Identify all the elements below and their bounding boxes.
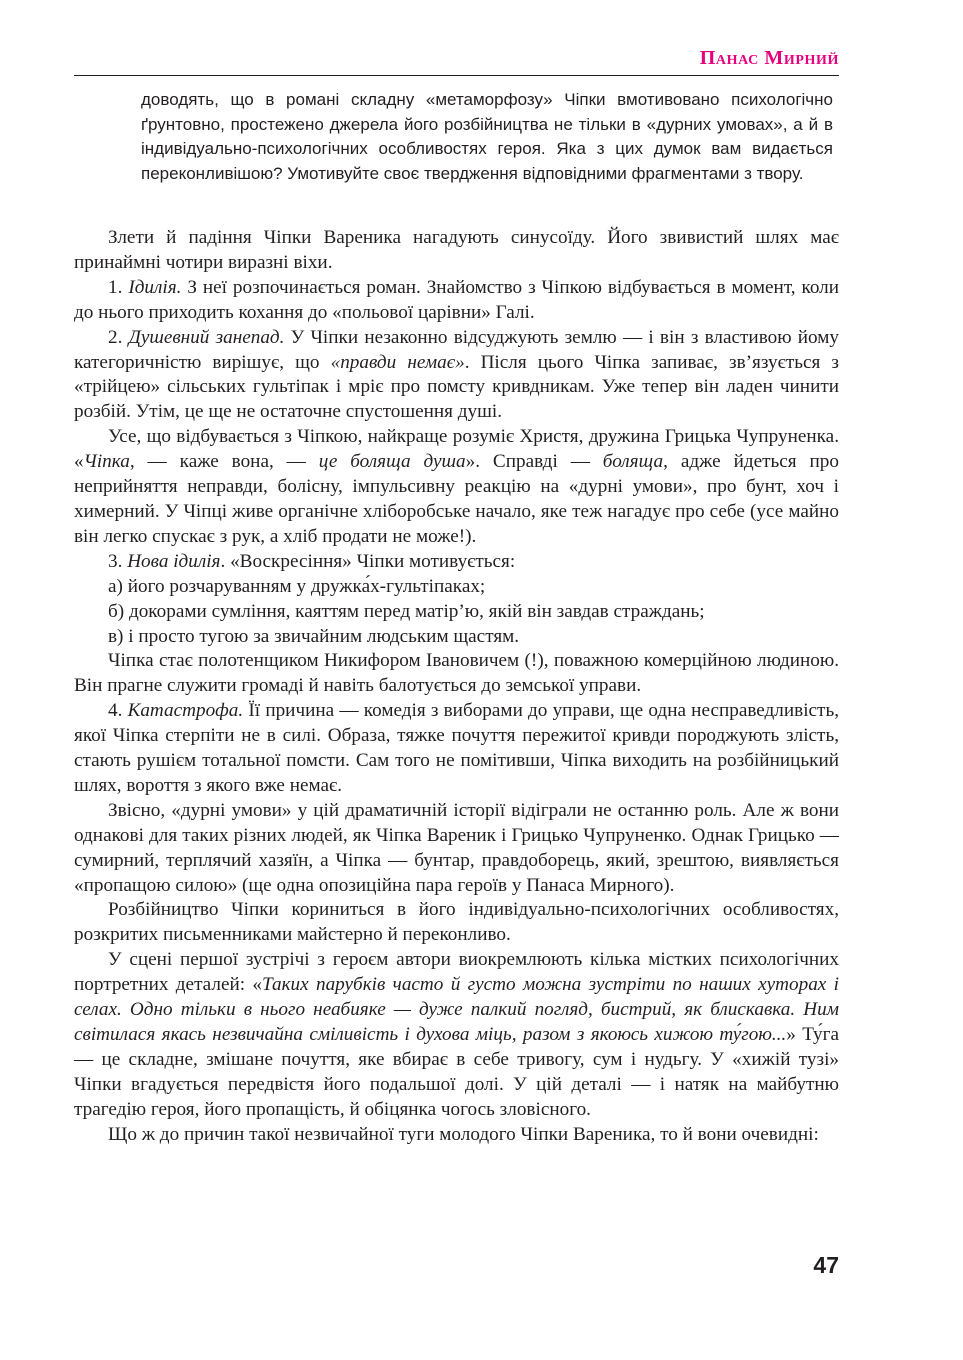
term-italic: Ідилія.	[128, 276, 182, 298]
quote-italic: Таких парубків часто й густо можна зустріти по наших хуторах і селах. Одно тільки в нього неабияке — дуже палкий погляд, бистрий, як блискавка. Ним світилася якась незвичайна сміливість і духова міць, разом з якоюсь хижою ту́гою...	[74, 974, 839, 1045]
running-header: Панас Мирний	[699, 47, 839, 69]
quote-italic: «правди немає»	[330, 351, 465, 373]
term-italic: Душевний занепад.	[128, 326, 285, 348]
paragraph: У сцені першої зустрічі з героєм автори виокремлюють кілька містких психологічних портретних деталей: «Таких парубків часто й густо можна зустріти по наших хуторах і селах. Одно тільки в нього неабияке — дуже палкий погляд, бистрий, як блискавка. Ним світилася якась незвичайна сміливість і духова міць, разом з якоюсь хижою ту́гою...» Ту́га — це складне, змішане почуття, яке вбирає в себе тривогу, сум і нудьгу. У «хижій тузі» Чіпки вгадується передвістя його подальшої долі. У цій деталі — і натяк на майбутню трагедію героя, його пропащість, й обіцянка чогось зловісного.	[74, 949, 839, 1120]
paragraph: 2. Душевний занепад. У Чіпки незаконно відсуджують землю — і він з властивою йому категоричністю вирішує, що «правди немає». Після цього Чіпка запиває, зв’язується з «трійцею» сільських гультіпак і мріє про помсту кривдникам. Уже тепер він ладен чинити розбій. Утім, це ще не остаточне спустошення душі.	[74, 326, 840, 423]
paragraph: Усе, що відбувається з Чіпкою, найкраще розуміє Христя, дружина Грицька Чупруненка. «Чіпка, — каже вона, — це боляща душа». Справді — боляща, адже йдеться про неприйняття неправди, болісну, імпульсивну реакцію на «дурні умови», про бунт, хоч і химерний. У Чіпці живе органічне хліборобське начало, яке теж нагадує про себе (усе майно він легко спускає з рук, а хліб продати не може!).	[74, 426, 839, 547]
page-number: 47	[813, 1252, 839, 1278]
term-italic: Нова ідилія	[127, 550, 221, 572]
paragraph: Розбійництво Чіпки кориниться в його індивідуально-психологічних особливостях, розкритих письменниками майстерно й переконливо.	[74, 899, 839, 946]
term-italic: Катастрофа.	[127, 700, 244, 722]
paragraph: 4. Катастрофа. Її причина — комедія з виборами до управи, ще одна несправедливість, якої Чіпка стерпіти не в силі. Образа, тяжке почуття пережитої кривди породжують злість, стають рушієм тотальної помсти. Сам того не помітивши, Чіпка виходить на розбійницький шлях, вороття з якого вже немає.	[74, 700, 839, 796]
main-text	[74, 226, 839, 1148]
paragraph: Чіпка стає полотенщиком Никифором Івановичем (!), поважною комерційною людиною. Він прагне служити громаді й навіть балотується до земської управи.	[74, 650, 839, 697]
paragraph: Злети й падіння Чіпки Вареника нагадують синусоїду. Його звивистий шлях має принаймні чотири виразні віхи.	[74, 227, 839, 273]
header-divider	[74, 75, 839, 76]
list-item: в) і просто тугою за звичайним людським щастям.	[108, 625, 520, 647]
list-item: б) докорами сумління, каяттям перед матір’ю, якій він завдав страждань;	[108, 600, 705, 622]
task-text: доводять, що в романі складну «метаморфозу» Чіпки вмотивовано психологічно ґрунтовно, простежено джерела його розбійництва не тільки в «дурних умовах», а й в індивідуально-психологічних особливостях героя. Яка з цих думок вам видається переконливішою? Умотивуйте своє твердження відповідними фрагментами з твору.	[141, 90, 833, 183]
paragraph: Звісно, «дурні умови» у цій драматичній історії відіграли не останню роль. Але ж вони однакові для таких різних людей, як Чіпка Вареник і Грицько Чупруненко. Однак Грицько — сумирний, терплячий хазяїн, а Чіпка — бунтар, правдоборець, який, зрештою, виявляється «пропащою силою» (ще одна опозиційна пара героїв у Панаса Мирного).	[74, 799, 839, 896]
paragraph: Що ж до причин такої незвичайної туги молодого Чіпки Вареника, то й вони очевидні:	[108, 1123, 819, 1145]
paragraph: 1. Ідилія. З неї розпочинається роман. Знайомство з Чіпкою відбувається в момент, коли до нього приходить кохання до «польової царівни» Галі.	[74, 276, 840, 323]
list-item: а) його розчаруванням у дружка́х-гультіпаках;	[108, 575, 486, 597]
paragraph: 3. Нова ідилія. «Воскресіння» Чіпки мотивується:	[108, 550, 516, 572]
